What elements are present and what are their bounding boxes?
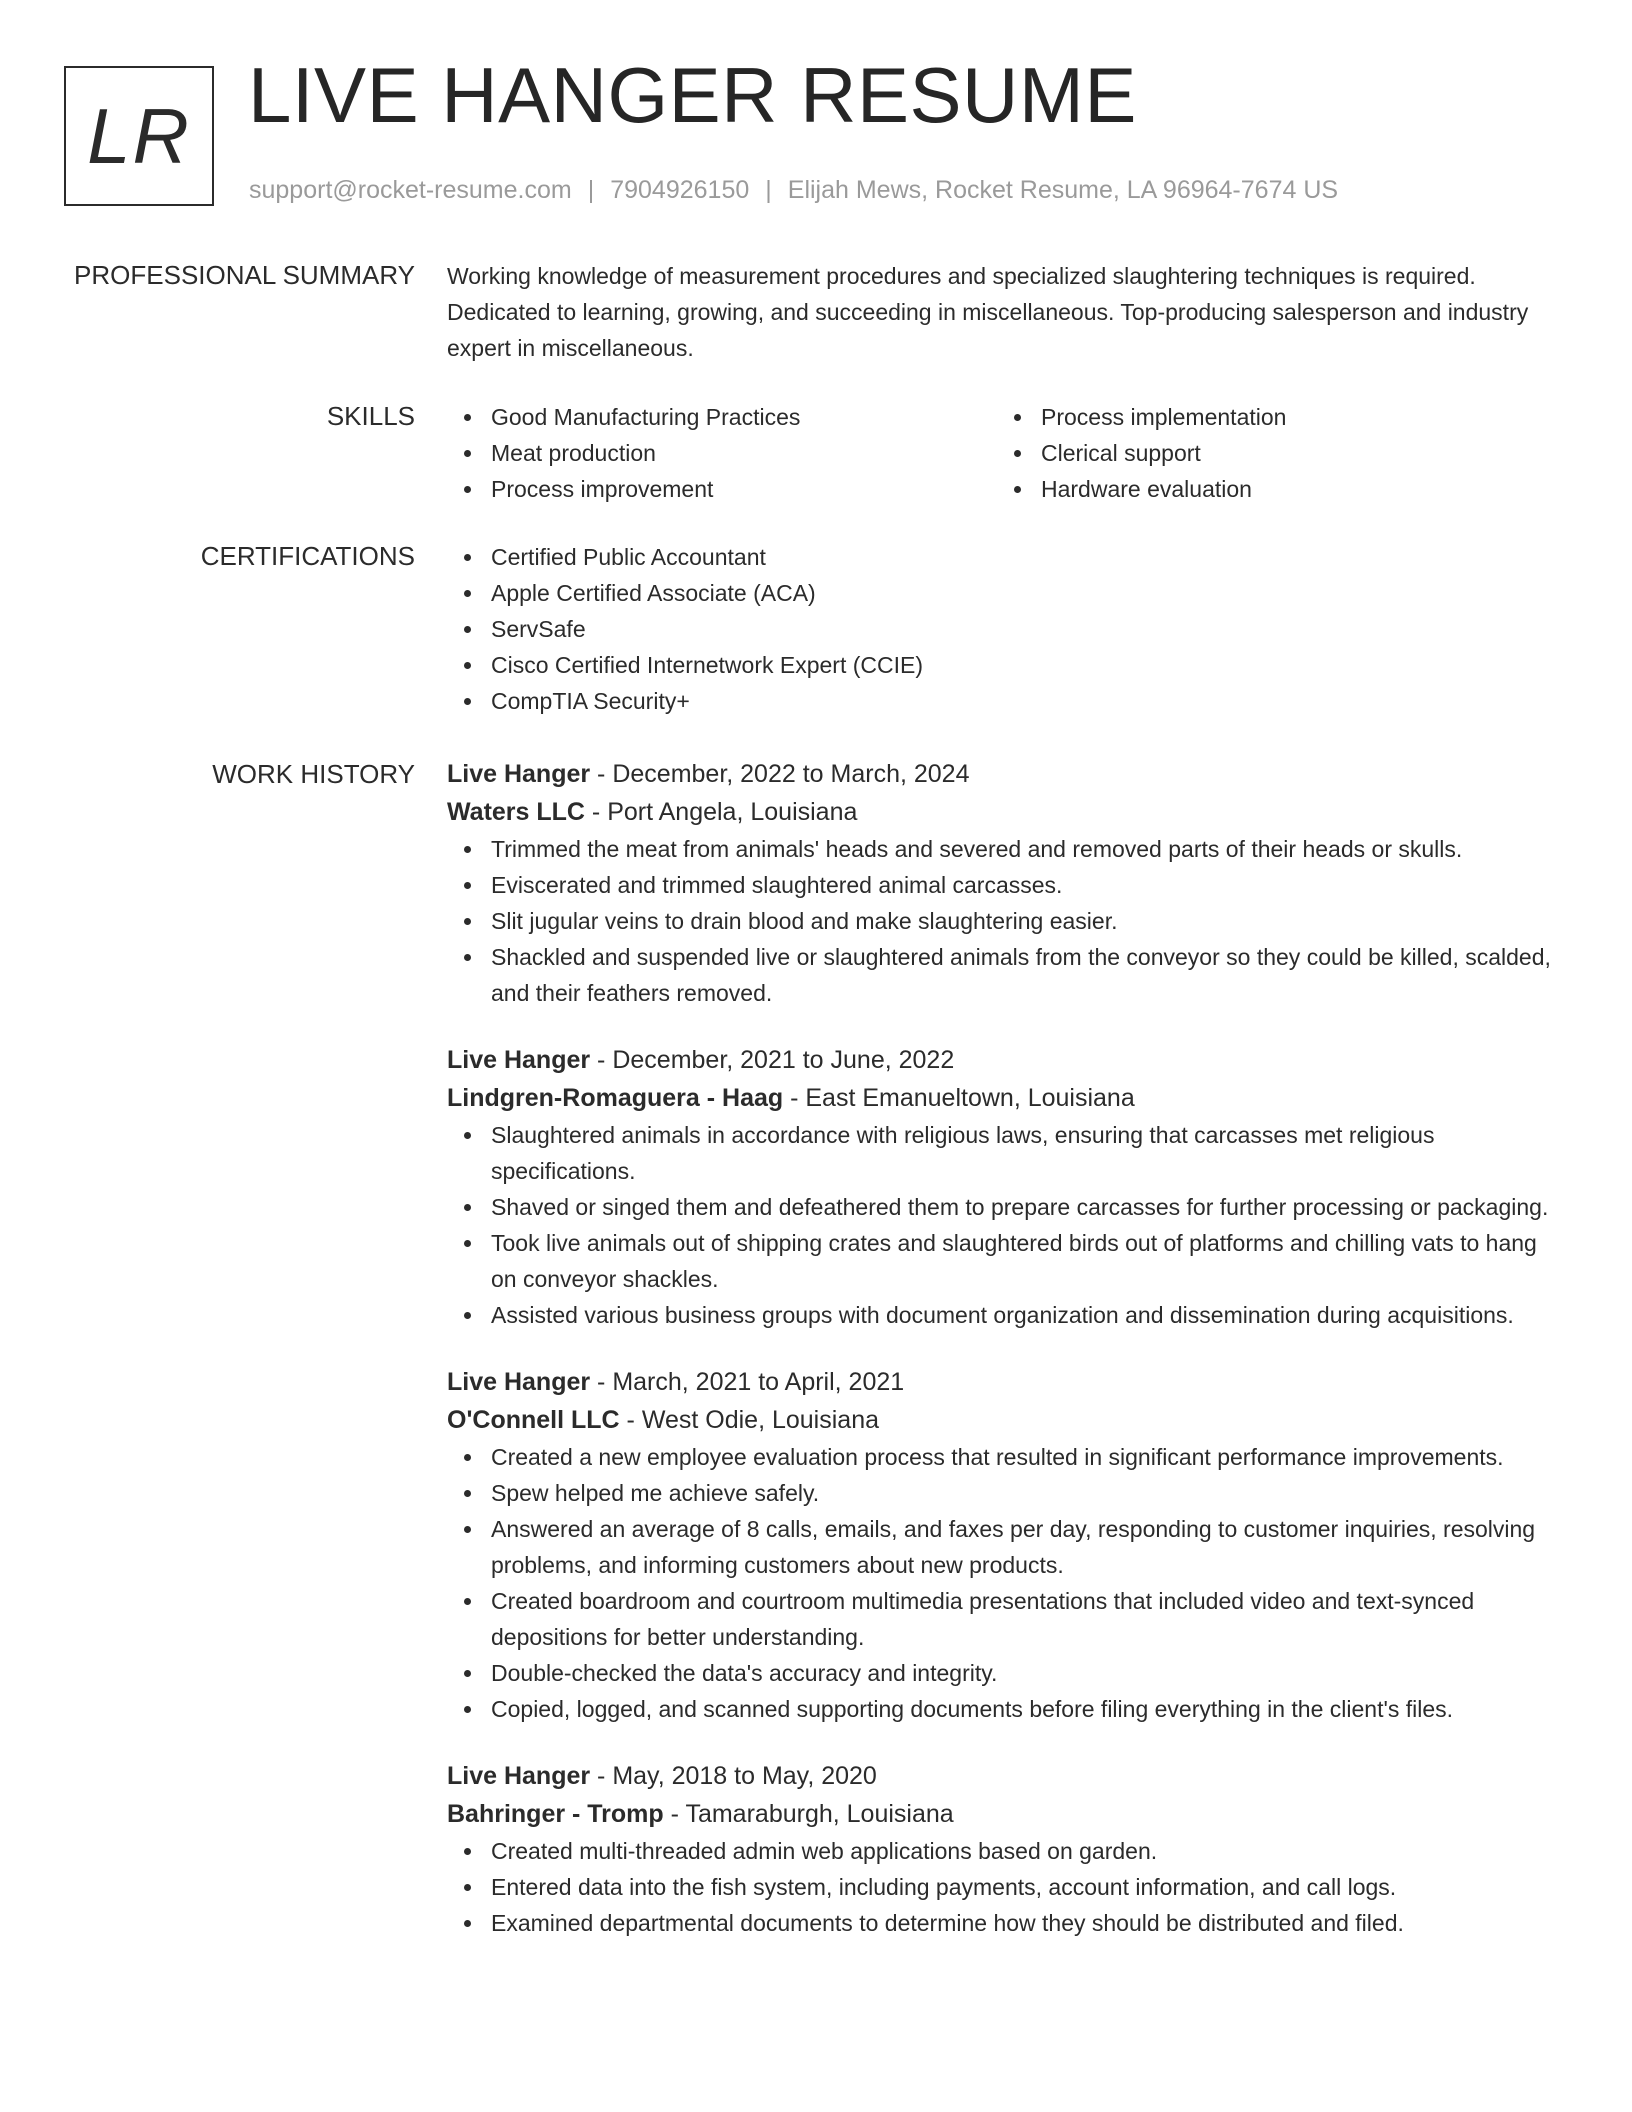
job-bullet: Slaughtered animals in accordance with religious laws, ensuring that carcasses met religious specifications.: [491, 1117, 1567, 1189]
certification-item: Cisco Certified Internetwork Expert (CCIE): [491, 647, 1567, 683]
contact-email: support@rocket-resume.com: [249, 176, 572, 204]
skills-body: [447, 399, 1567, 507]
job-bullet: Trimmed the meat from animals' heads and severed and removed parts of their heads or skulls.: [491, 831, 1567, 867]
job-company-line: [447, 1795, 1567, 1833]
job-entry: [447, 755, 1567, 1011]
job-title: Live Hanger: [447, 1368, 591, 1396]
job-company-line: [447, 793, 1567, 831]
job-dates: - December, 2021 to June, 2022: [590, 1046, 955, 1074]
job-title-line: [447, 1757, 1567, 1795]
job-bullet: Created boardroom and courtroom multimedia presentations that included video and text-synced depositions for better understanding.: [491, 1583, 1567, 1655]
job-bullet: Examined departmental documents to determine how they should be distributed and filed.: [491, 1905, 1567, 1941]
job-location: - East Emanueltown, Louisiana: [783, 1084, 1135, 1112]
work-history-heading: WORK HISTORY: [212, 759, 415, 789]
job-bullet: Eviscerated and trimmed slaughtered animal carcasses.: [491, 867, 1567, 903]
job-bullet: Double-checked the data's accuracy and integrity.: [491, 1655, 1567, 1691]
job-dates: - May, 2018 to May, 2020: [590, 1762, 877, 1790]
job-title: Live Hanger: [447, 1762, 591, 1790]
certification-item: ServSafe: [491, 611, 1567, 647]
job-bullet: Created a new employee evaluation process that resulted in significant performance improvements.: [491, 1439, 1567, 1475]
job-company: Lindgren-Romaguera - Haag: [447, 1084, 784, 1112]
skills-column-1: [447, 399, 997, 507]
summary-heading: PROFESSIONAL SUMMARY: [74, 260, 415, 290]
skills-heading: SKILLS: [326, 401, 415, 431]
job-location: - West Odie, Louisiana: [619, 1406, 879, 1434]
certification-item: Certified Public Accountant: [491, 539, 1567, 575]
job-title-line: [447, 1041, 1567, 1079]
skill-item: Good Manufacturing Practices: [491, 399, 997, 435]
work-history-body: [447, 755, 1567, 1971]
skill-item: Process implementation: [1041, 399, 1547, 435]
certification-item: Apple Certified Associate (ACA): [491, 575, 1567, 611]
summary-body: [447, 258, 1567, 366]
job-location: - Tamaraburgh, Louisiana: [663, 1800, 954, 1828]
job-entry: [447, 1363, 1567, 1727]
job-bullet: Took live animals out of shipping crates and slaughtered birds out of platforms and chilling vats to hang on conveyor shackles.: [491, 1225, 1567, 1297]
job-dates: - March, 2021 to April, 2021: [590, 1368, 905, 1396]
certifications-body: [447, 539, 1567, 719]
job-company: Waters LLC: [447, 798, 585, 826]
job-dates: - December, 2022 to March, 2024: [590, 760, 970, 788]
summary-text: Working knowledge of measurement procedures and specialized slaughtering techniques is required. Dedicated to learning, growing, and succeeding in miscellaneous. Top-producing salesperson and industry expert in miscellaneous.: [447, 263, 1529, 361]
contact-separator: |: [587, 176, 595, 204]
job-title: Live Hanger: [447, 760, 591, 788]
job-bullet: Entered data into the fish system, including payments, account information, and call logs.: [491, 1869, 1567, 1905]
job-bullet: Copied, logged, and scanned supporting documents before filing everything in the client's files.: [491, 1691, 1567, 1727]
job-bullets: [447, 1439, 1567, 1727]
contact-line: [249, 176, 1338, 205]
skills-column-2: [997, 399, 1547, 507]
job-bullets: [447, 1117, 1567, 1333]
certifications-heading: CERTIFICATIONS: [200, 541, 415, 571]
job-location: - Port Angela, Louisiana: [584, 798, 858, 826]
job-bullet: Created multi-threaded admin web applications based on garden.: [491, 1833, 1567, 1869]
monogram-badge: LR: [64, 66, 214, 206]
job-bullet: Slit jugular veins to drain blood and make slaughtering easier.: [491, 903, 1567, 939]
contact-separator: |: [765, 176, 772, 204]
contact-address: Elijah Mews, Rocket Resume, LA 96964-7674 US: [787, 176, 1339, 204]
job-title: Live Hanger: [447, 1046, 591, 1074]
job-title-line: [447, 1363, 1567, 1401]
job-title-line: [447, 755, 1567, 793]
job-bullet: Assisted various business groups with document organization and dissemination during acquisitions.: [491, 1297, 1567, 1333]
job-company: Bahringer - Tromp: [447, 1800, 664, 1828]
skill-item: Clerical support: [1041, 435, 1547, 471]
job-entry: [447, 1757, 1567, 1941]
job-company-line: [447, 1079, 1567, 1117]
resume-title: LIVE HANGER RESUME: [248, 51, 1137, 139]
job-company-line: [447, 1401, 1567, 1439]
job-bullet: Shackled and suspended live or slaughtered animals from the conveyor so they could be killed, scalded, and their feathers removed.: [491, 939, 1567, 1011]
job-bullet: Answered an average of 8 calls, emails, and faxes per day, responding to customer inquiries, resolving problems, and informing customers about new products.: [491, 1511, 1567, 1583]
job-entry: [447, 1041, 1567, 1333]
skill-item: Meat production: [491, 435, 997, 471]
job-bullets: [447, 1833, 1567, 1941]
job-bullets: [447, 831, 1567, 1011]
contact-phone: 7904926150: [610, 176, 750, 204]
skill-item: Hardware evaluation: [1041, 471, 1547, 507]
job-bullet: Spew helped me achieve safely.: [491, 1475, 1567, 1511]
skill-item: Process improvement: [491, 471, 997, 507]
job-bullet: Shaved or singed them and defeathered them to prepare carcasses for further processing or packaging.: [491, 1189, 1567, 1225]
job-company: O'Connell LLC: [447, 1406, 620, 1434]
certification-item: CompTIA Security+: [491, 683, 1567, 719]
